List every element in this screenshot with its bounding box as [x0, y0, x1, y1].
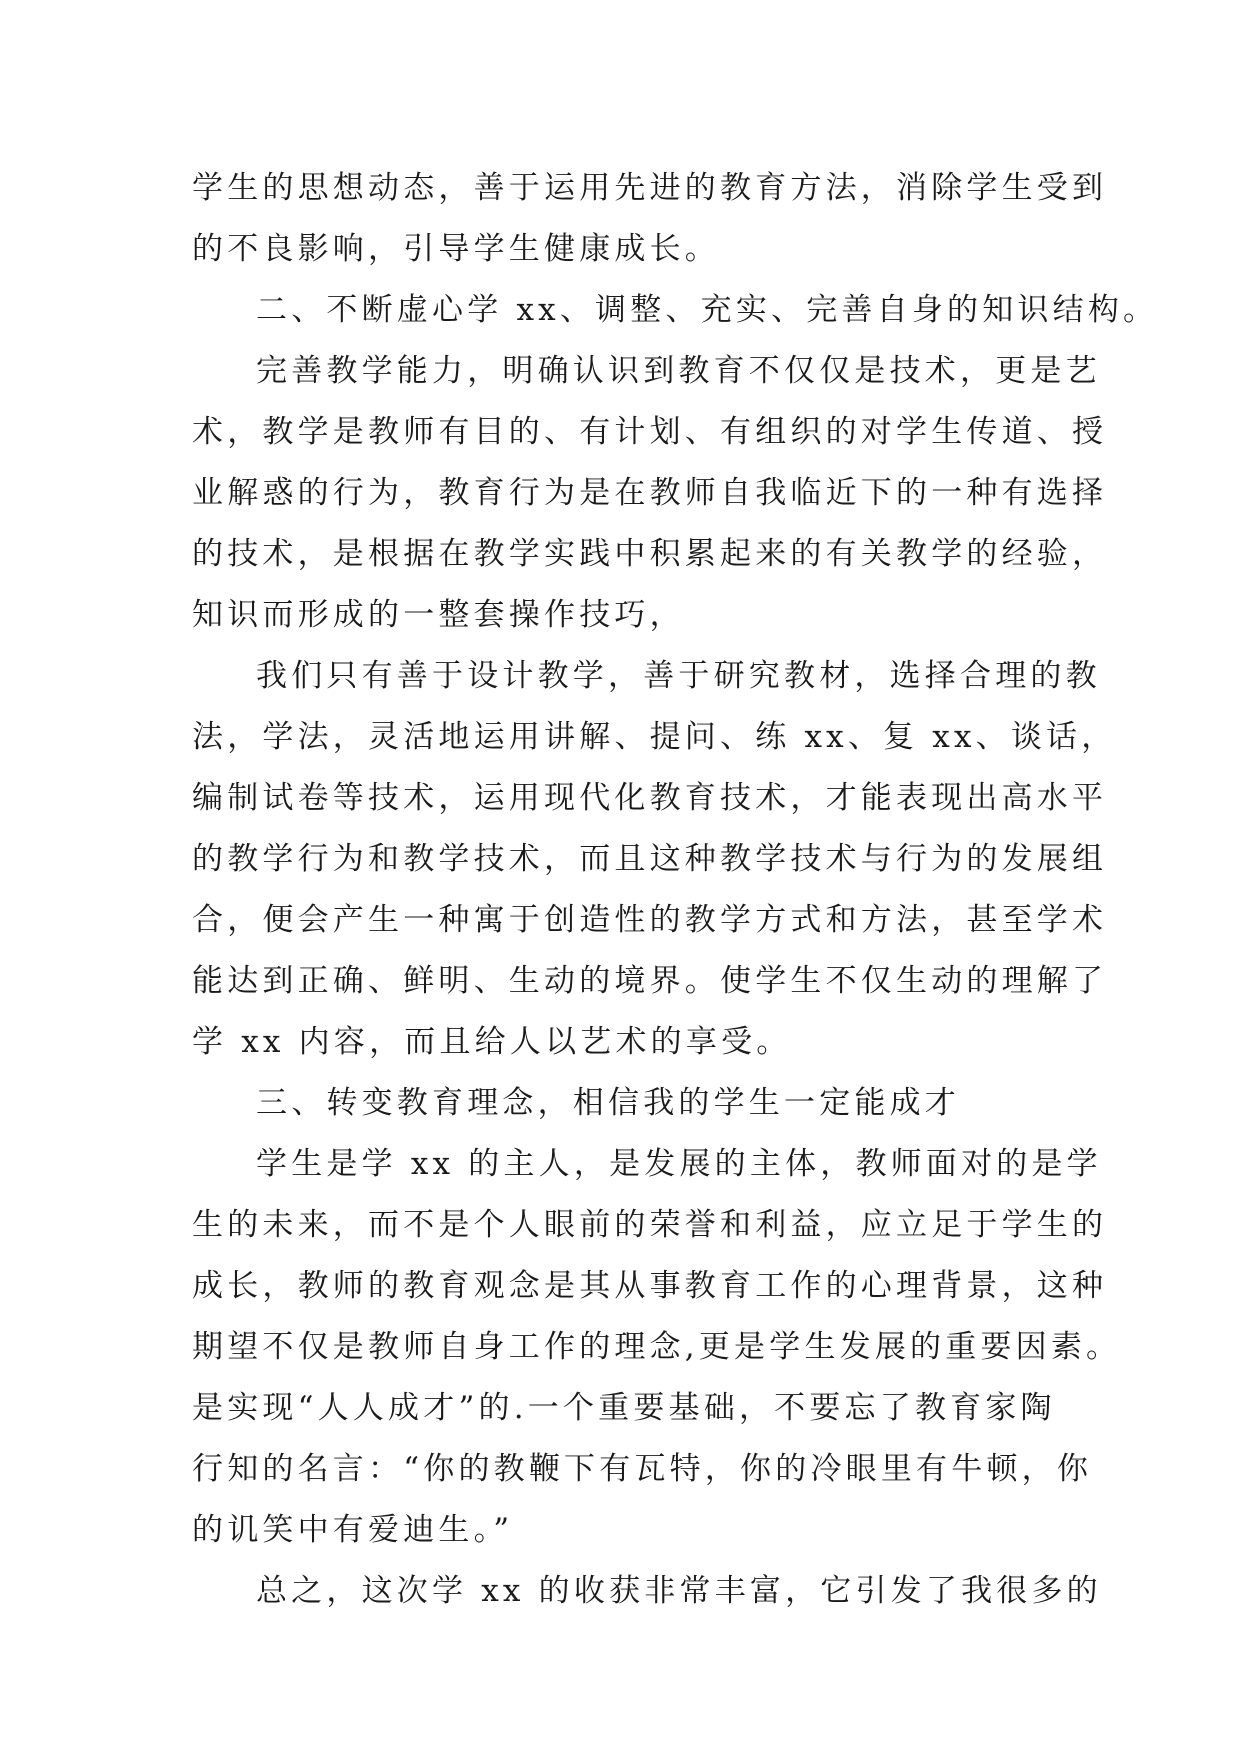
text-line: 法，学法，灵活地运用讲解、提问、练 xx、复 xx、谈话， [192, 719, 1117, 755]
text-line: 学生的思想动态，善于运用先进的教育方法，消除学生受到 [192, 170, 1108, 206]
text-line: 完善教学能力，明确认识到教育不仅仅是技术，更是艺 [256, 353, 1101, 389]
document-body [192, 158, 1159, 1622]
text-line: 编制试卷等技术，运用现代化教育技术，才能表现出高水平 [192, 780, 1108, 816]
section-heading: 三、转变教育理念，相信我的学生一定能成才 [256, 1085, 960, 1121]
text-line: 能达到正确、鲜明、生动的境界。使学生不仅生动的理解了 [192, 963, 1108, 999]
text-line: 学 xx 内容，而且给人以艺术的享受。 [192, 1024, 792, 1060]
text-line: 合，便会产生一种寓于创造性的教学方式和方法，甚至学术 [192, 902, 1108, 938]
text-line: 的教学行为和教学技术，而且这种教学技术与行为的发展组 [192, 841, 1108, 877]
text-line: 的不良影响，引导学生健康成长。 [192, 231, 720, 267]
text-line: 行知的名言：“你的教鞭下有瓦特，你的冷眼里有牛顿，你 [192, 1451, 1093, 1487]
text-line: 是实现“人人成才”的.一个重要基础，不要忘了教育家陶 [192, 1390, 1056, 1426]
text-line: 术，教学是教师有目的、有计划、有组织的对学生传道、授 [192, 414, 1108, 450]
section-heading: 二、不断虚心学 xx、调整、充实、完善自身的知识结构。 [256, 292, 1159, 328]
text-line: 总之，这次学 xx 的收获非常丰富，它引发了我很多的 [256, 1573, 1102, 1609]
text-line: 期望不仅是教师自身工作的理念,更是学生发展的重要因素。 [192, 1329, 1122, 1365]
text-line: 的讥笑中有爱迪生。” [192, 1512, 514, 1548]
text-line: 我们只有善于设计教学，善于研究教材，选择合理的教 [256, 658, 1101, 694]
text-line: 业解惑的行为，教育行为是在教师自我临近下的一种有选择 [192, 475, 1108, 511]
text-line: 生的未来，而不是个人眼前的荣誉和利益，应立足于学生的 [192, 1207, 1108, 1243]
text-line: 成长，教师的教育观念是其从事教育工作的心理背景，这种 [192, 1268, 1108, 1304]
text-line: 的技术，是根据在教学实践中积累起来的有关教学的经验， [192, 536, 1108, 572]
text-line: 学生是学 xx 的主人，是发展的主体，教师面对的是学 [256, 1146, 1102, 1182]
text-line: 知识而形成的一整套操作技巧， [192, 597, 685, 633]
